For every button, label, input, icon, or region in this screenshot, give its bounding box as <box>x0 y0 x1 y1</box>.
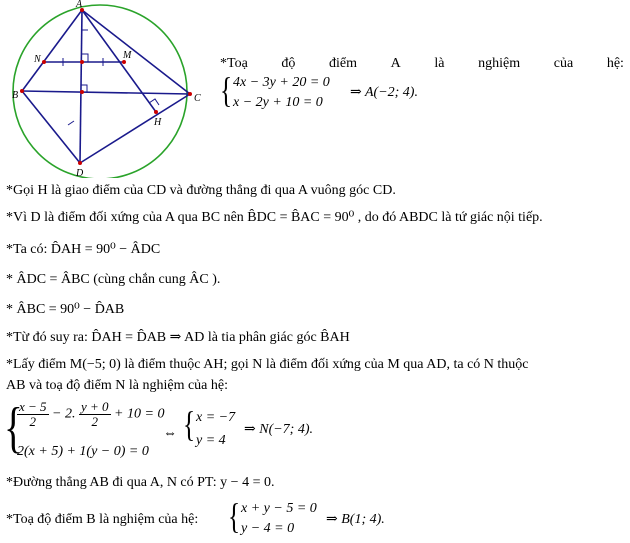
point-N <box>42 60 46 64</box>
system2-eq2: 2(x + 5) + 1(y − 0) = 0 <box>17 444 149 459</box>
intro-word: là <box>434 56 445 71</box>
fraction-numerator: x − 5 <box>19 399 47 414</box>
operator: − 2. <box>52 406 76 422</box>
segment-AB <box>22 10 82 91</box>
segment-AC <box>82 10 190 94</box>
intro-word: nghiệm <box>478 56 521 71</box>
point-BC-AD <box>80 90 84 94</box>
point-D <box>78 161 82 165</box>
system3-eq2: y − 4 = 0 <box>241 521 295 536</box>
geometry-diagram <box>8 0 208 178</box>
system2-result: ⇒ N(−7; 4). <box>244 422 314 437</box>
paragraph-8: AB và toạ độ điểm N là nghiệm của hệ: <box>6 378 228 393</box>
point-H <box>154 110 158 114</box>
segment-BD <box>22 91 80 163</box>
fraction <box>17 400 49 429</box>
point-C <box>188 92 192 96</box>
segment-CD <box>80 94 190 163</box>
paragraph-4: * ÂDC = ÂBC (cùng chắn cung ÂC ). <box>6 272 221 287</box>
label-B: B <box>12 90 19 101</box>
block1-result: ⇒ A(−2; 4). <box>350 85 418 100</box>
paragraph-2: *Vì D là điểm đối xứng của A qua BC nên B̂DC = B̂AC = 90⁰ , do đó ABDC là tứ giác nội tiếp. <box>6 210 543 225</box>
equivalence-arrow: ⇔ <box>163 426 177 441</box>
paragraph-3: *Ta có: D̂AH = 90⁰ − ÂDC <box>6 242 161 257</box>
fraction <box>79 400 111 429</box>
label-H: H <box>154 117 162 128</box>
label-C: C <box>194 93 201 104</box>
label-A: A <box>76 0 83 10</box>
paragraph-5: * ÂBC = 90⁰ − D̂AB <box>6 302 125 317</box>
system3-result: ⇒ B(1; 4). <box>326 512 385 527</box>
equation-tail: + 10 = 0 <box>114 406 165 422</box>
tick-mark <box>68 121 74 125</box>
label-M: M <box>123 50 132 61</box>
intro-word: A <box>390 56 401 71</box>
paragraph-1: *Gọi H là giao điểm của CD và đường thẳng đi qua A vuông góc CD. <box>6 183 396 198</box>
system2-sol1: x = −7 <box>196 410 236 425</box>
brace: { <box>183 404 196 444</box>
paragraph-10: *Toạ độ điểm B là nghiệm của hệ: <box>6 512 199 527</box>
brace: { <box>228 496 241 536</box>
label-D: D <box>76 168 84 178</box>
system2-sol2: y = 4 <box>196 433 226 448</box>
point-NM-AD <box>80 60 84 64</box>
geometry-figure <box>8 0 208 178</box>
fraction-denominator: 2 <box>29 414 37 429</box>
segment-AH <box>82 10 156 112</box>
block1-eq1: 4x − 3y + 20 = 0 <box>233 75 330 90</box>
point-B <box>20 89 24 93</box>
block1-intro <box>220 56 624 72</box>
paragraph-7: *Lấy điểm M(−5; 0) là điểm thuộc AH; gọi N là điểm đối xứng của M qua AD, ta có N thuộc <box>6 357 529 372</box>
intro-word: của <box>553 56 574 71</box>
segment-BC <box>22 91 190 94</box>
brace: { <box>220 70 233 110</box>
system3-eq1: x + y − 5 = 0 <box>241 501 317 516</box>
intro-word: điểm <box>329 56 358 71</box>
intro-word: *Toạ <box>220 56 248 71</box>
brace: { <box>4 397 23 459</box>
segment-AD <box>80 10 82 163</box>
fraction-denominator: 2 <box>91 414 99 429</box>
intro-word: hệ: <box>606 56 624 71</box>
block1-eq2: x − 2y + 10 = 0 <box>233 95 323 110</box>
paragraph-9: *Đường thẳng AB đi qua A, N có PT: y − 4 = 0. <box>6 475 275 490</box>
intro-word: độ <box>281 56 296 71</box>
fraction-numerator: y + 0 <box>81 399 109 414</box>
system2-eq1 <box>17 400 164 429</box>
paragraph-6: *Từ đó suy ra: D̂AH = D̂AB ⇒ AD là tia phân giác góc B̂AH <box>6 330 350 345</box>
label-N: N <box>34 54 41 65</box>
